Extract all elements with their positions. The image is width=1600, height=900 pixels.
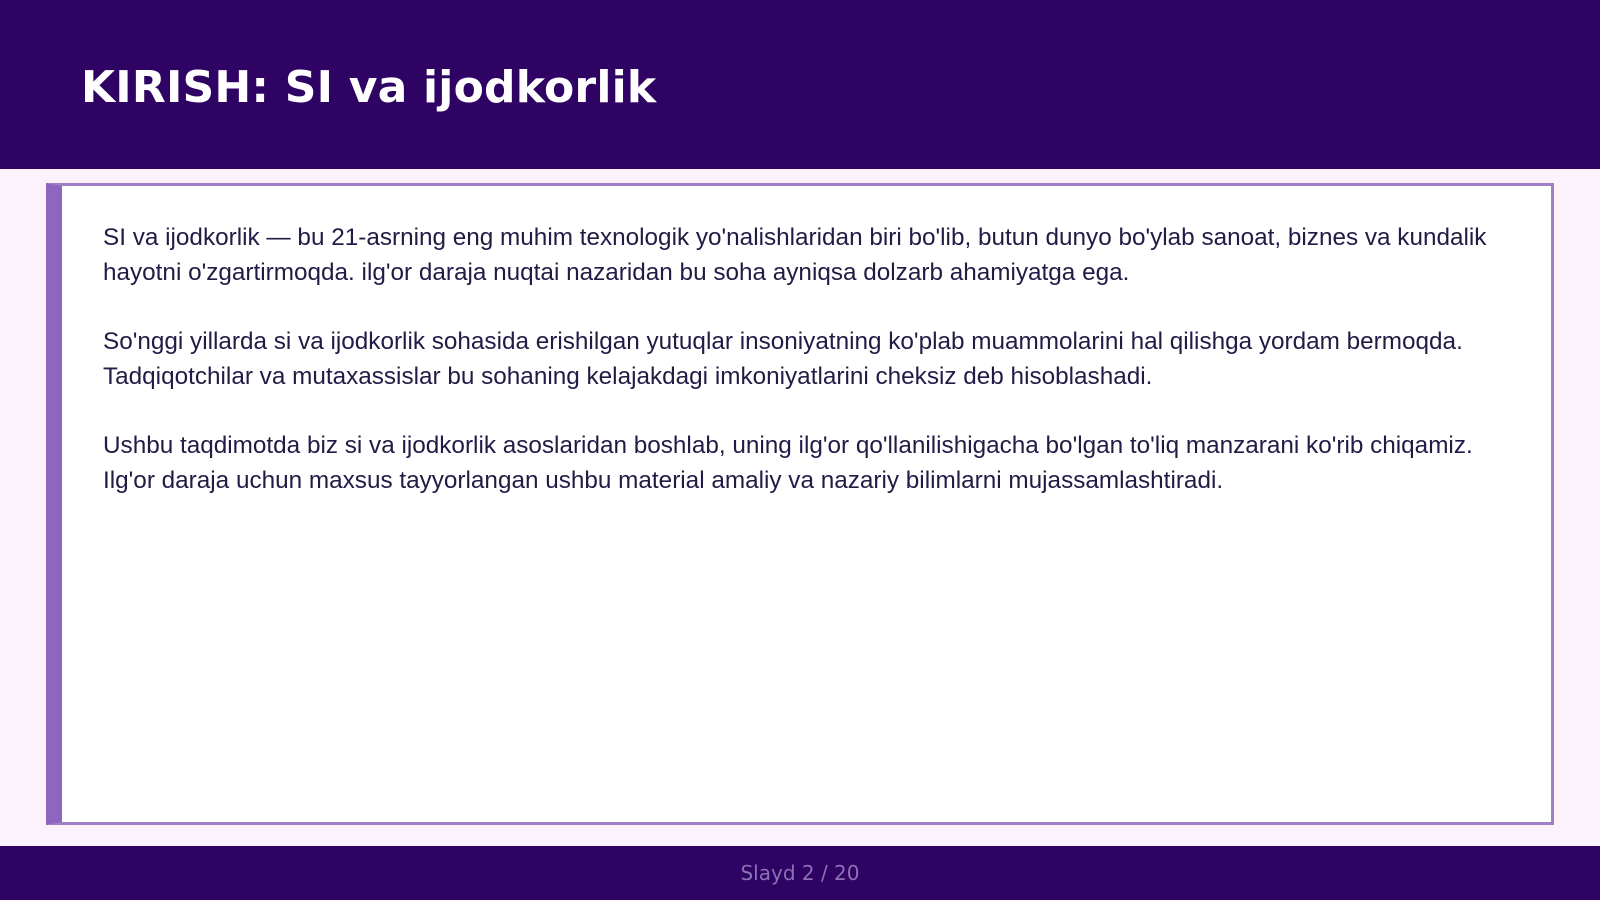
- achievements-paragraph: So'nggi yillarda si va ijodkorlik sohasida erishilgan yutuqlar insoniyatning ko'plab muammolarini hal qilishga yordam bermoqda. Tadqiqotchilar va mutaxassislar bu sohaning kelajakdagi imkoniyatlarini cheksiz deb hisoblashadi.: [103, 328, 1463, 390]
- overview-paragraph: Ushbu taqdimotda biz si va ijodkorlik asoslaridan boshlab, uning ilg'or qo'llanilishigacha bo'lgan to'liq manzarani ko'rib chiqamiz. Ilg'or daraja uchun maxsus tayyorlangan ushbu material amaliy va nazariy bilimlarni mujassamlashtiradi.: [103, 432, 1473, 494]
- intro-paragraph: SI va ijodkorlik — bu 21-asrning eng muhim texnologik yo'nalishlaridan biri bo'lib, butun dunyo bo'ylab sanoat, biznes va kundalik hayotni o'zgartirmoqda. ilg'or daraja nuqtai nazaridan bu soha ayniqsa dolzarb ahamiyatga ega.: [103, 224, 1487, 286]
- slide-body: [103, 220, 1523, 532]
- slide-title: KIRISH: SI va ijodkorlik: [81, 62, 657, 113]
- slide-footer: [0, 846, 1600, 900]
- slide-header: [0, 0, 1600, 169]
- slide-counter: Slayd 2 / 20: [740, 861, 860, 885]
- content-card: [46, 183, 1554, 825]
